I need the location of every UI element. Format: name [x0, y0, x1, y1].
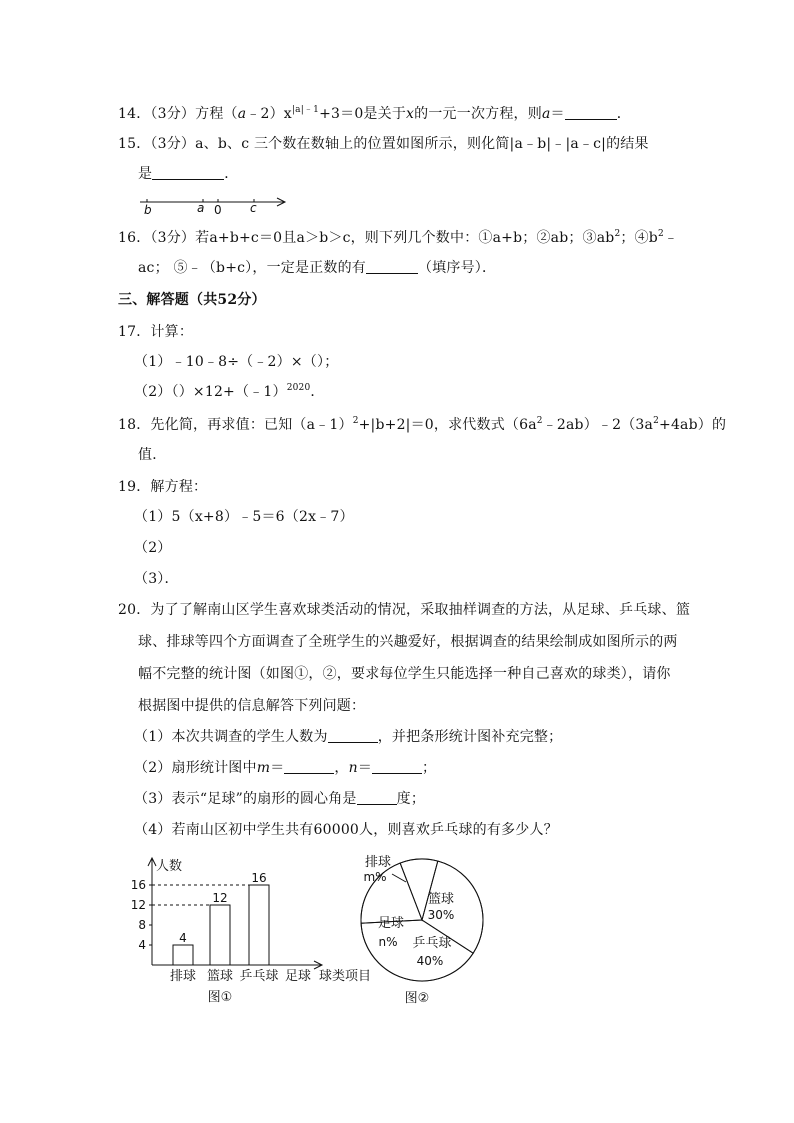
q20-part1: （1）本次共调查的学生人数为 ，并把条形统计图补充完整； — [134, 729, 563, 745]
bar-ytick-label: 12 — [130, 898, 146, 912]
q16-score: （3分） — [150, 230, 196, 246]
bar-ylabel: 人数 — [156, 859, 183, 874]
question-17: 17．计算： — [118, 324, 194, 340]
numberline-label-b: b — [144, 203, 152, 217]
pie-slice-label: 40% — [416, 954, 444, 968]
q14-score: （3分） — [150, 106, 196, 122]
bar-category-label: 排球 — [169, 969, 197, 984]
question-18-line2: 值． — [138, 447, 167, 463]
pie-figure-title: 图② — [404, 991, 430, 1006]
q20-part3: （3）表示“足球”的扇形的圆心角是 度； — [134, 791, 426, 807]
bar-category-label: 足球 — [284, 969, 312, 984]
pie-slice-name: 足球 — [377, 916, 405, 931]
q15-number: 15． — [118, 136, 151, 152]
question-18: 18．先化简，再求值：已知（a﹣1）$^2$+|b+2|＝0，求代数式$(6a^2﹣2ab)﹣2(3a^2+4ab)$的 — [118, 416, 727, 433]
q17-part2: （2）（）×12+（﹣1）$^{2020}$． — [134, 383, 325, 400]
q16-number: 16． — [118, 230, 151, 246]
q20-line3: 幅不完整的统计图（如图①，②，要求每位学生只能选择一种自己喜欢的球类），请你 — [138, 666, 671, 682]
q14-number: 14． — [118, 106, 151, 122]
question-15-line2: 是 ． — [138, 166, 239, 182]
question-15: 15．（3分）a、b、c 三个数在数轴上的位置如图所示，则化简|a﹣b|﹣|a﹣c|的结果 — [118, 136, 649, 152]
bar-ytick-label: 16 — [130, 878, 146, 892]
bar-xlabel: 球类项目 — [318, 969, 372, 984]
q19-part3: （3）． — [134, 571, 179, 587]
pie-slice-name: 排球 — [364, 855, 392, 870]
bar-category-label: 乒乓球 — [239, 969, 279, 984]
bar-data-label: 16 — [251, 871, 267, 885]
q17-part1: （1）﹣10﹣8÷（﹣2）×（）； — [134, 354, 339, 370]
numberline-label-a: a — [197, 201, 205, 215]
numberline-label-0: 0 — [214, 203, 222, 217]
q20-part4: （4）若南山区初中学生共有60000人，则喜欢乒乓球的有多少人？ — [134, 822, 558, 838]
pie-slice-label: m% — [363, 870, 387, 884]
q19-part1: （1）5（x+8）﹣5＝6（2x﹣7） — [134, 509, 354, 525]
q20-line2: 球、排球等四个方面调查了全班学生的兴趣爱好，根据调查的结果绘制成如图所示的两 — [138, 634, 678, 650]
bar-data-label: 4 — [179, 931, 187, 945]
bar-ytick-label: 8 — [138, 918, 146, 932]
pie-slice-label: n% — [378, 935, 398, 949]
question-16-line2: ac； ⑤﹣（b+c），一定是正数的有 （填序号）． — [138, 260, 497, 276]
bar-category-label: 篮球 — [206, 969, 234, 984]
question-16: 16．（3分）若a+b+c＝0且a＞b＞c，则下列几个数中：①a+b；②ab；$③ab^2$；$④b^2﹣$ — [118, 229, 679, 246]
q15-score: （3分） — [150, 136, 196, 152]
pie-slice-name: 篮球 — [427, 892, 455, 907]
q20-line4: 根据图中提供的信息解答下列问题： — [138, 698, 366, 714]
bar-ytick-label: 4 — [138, 938, 146, 952]
numberline-label-c: c — [250, 201, 257, 215]
question-20: 20．为了了解南山区学生喜欢球类活动的情况，采取抽样调查的方法，从足球、乒乓球、篮 — [118, 602, 691, 618]
question-14: 14．（3分）方程$(a﹣2)x^{|a|﹣1}+3=0$是关于x的一元一次方程，则a＝ ． — [118, 105, 631, 122]
bar-figure-title: 图① — [207, 990, 233, 1005]
section-title: 三、解答题（共52分） — [118, 292, 266, 308]
pie-slice-label: 30% — [427, 908, 455, 922]
bar-data-label: 12 — [212, 891, 228, 905]
pie-slice-name: 乒乓球 — [412, 936, 452, 951]
q19-part2: （2） — [134, 540, 172, 556]
question-19: 19．解方程： — [118, 479, 208, 495]
q20-part2: （2）扇形统计图中m＝ ，n＝ ； — [134, 760, 437, 776]
